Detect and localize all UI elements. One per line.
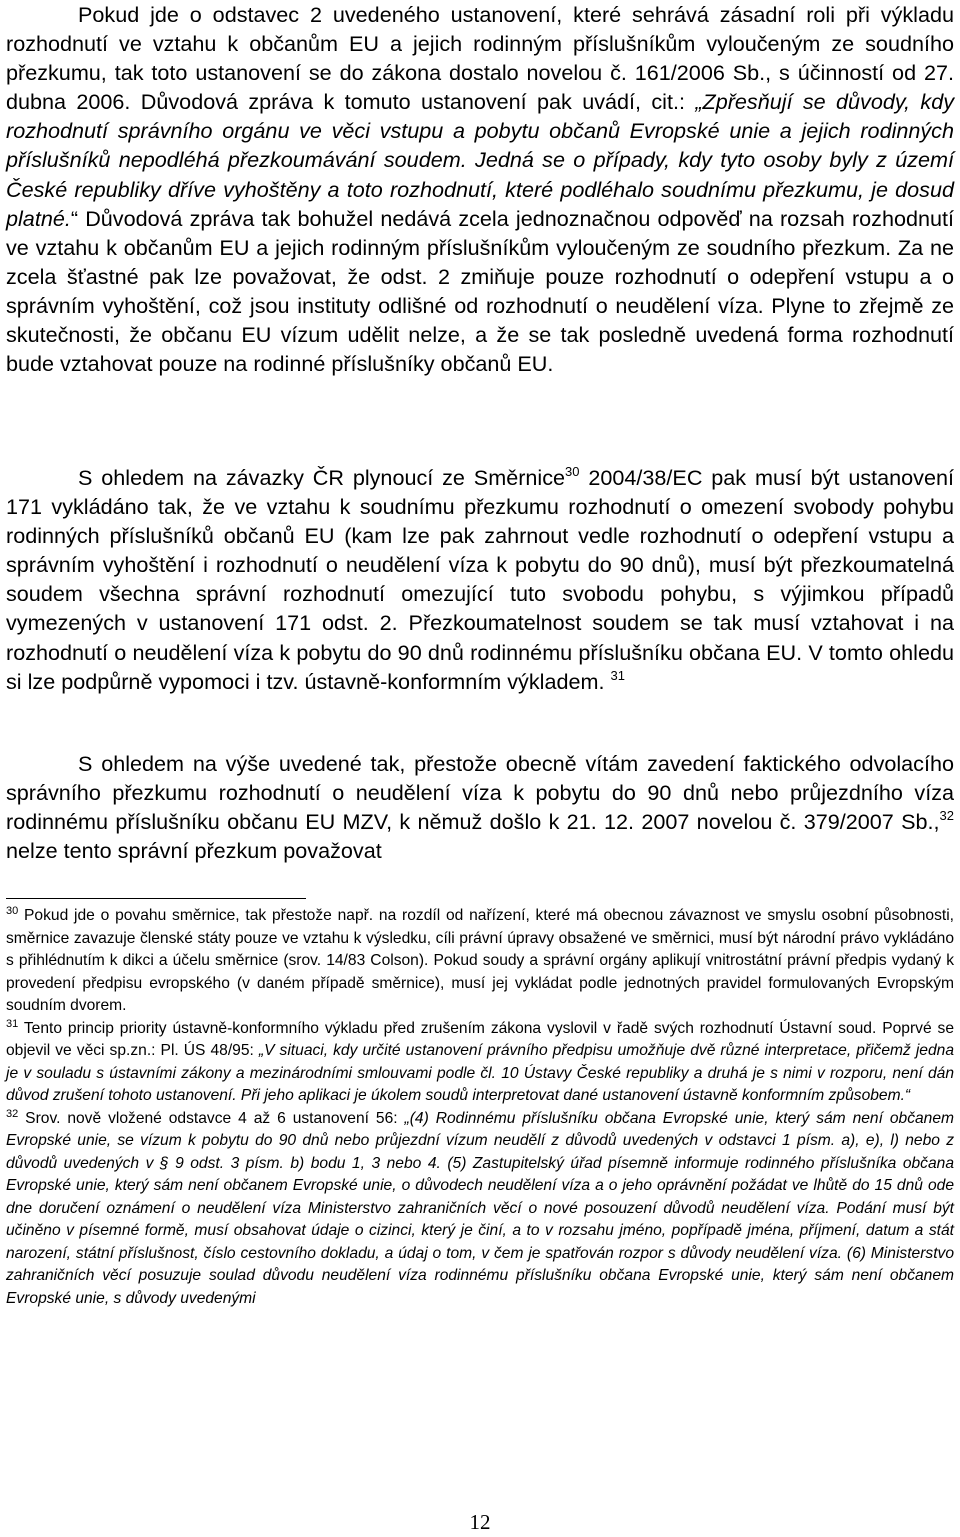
footnote-ref-32[interactable]: 32 — [939, 808, 954, 824]
footnote-32 — [6, 1108, 954, 1311]
paragraph-1 — [6, 0, 954, 378]
paragraph-2-text: S ohledem na závazky ČR plynoucí ze Směrnice — [78, 465, 566, 490]
paragraph-1-continuation: “ Důvodová zpráva tak bohužel nedává zcela jednoznačnou odpověď na rozsah rozhodnutí ve vztahu k občanům EU a jejich rodinným příslušníkům vyloučeným ze soudního přezkum. Za ne zcela šťastné pak lze považovat, že odst. 2 zmiňuje pouze rozhodnutí o odepření vstupu a o správním vyhoštění, což jsou instituty odlišné od rozhodnutí o neudělení víza. Plyne to zřejmě ze skutečnosti, že občanu EU vízum udělit nelze, a že se tak posledně uvedená forma rozhodnutí bude vztahovat pouze na rodinné příslušníky občanů EU. — [6, 205, 954, 377]
footnote-30 — [6, 905, 954, 1018]
footnote-30-number: 30 — [6, 905, 19, 917]
footnote-31 — [6, 1018, 954, 1108]
paragraph-3-text: S ohledem na výše uvedené tak, přestože obecně vítám zavedení faktického odvolacího správního přezkumu rozhodnutí o neudělení víza k pobytu do 90 dnů nebo průjezdního víza rodinnému příslušníku občanu EU MZV, k němuž došlo k 21. 12. 2007 novelou č. 379/2007 Sb., — [6, 751, 954, 835]
footnote-separator — [6, 898, 306, 899]
footnote-32-number: 32 — [6, 1107, 19, 1120]
paragraph-2-continuation: 2004/38/EC pak musí být ustanovení 171 vykládáno tak, že ve vztahu k soudnímu přezkumu rozhodnutí o omezení svobody pohybu rodinných příslušníků občanů EU (kam lze pak zahrnout vedle rozhodnutí o odepření vstupu a správním vyhoštění i rozhodnutí o neudělení víza k pobytu do 90 dnů), musí být přezkoumatelná soudem všechna správní rozhodnutí omezující tuto svobodu pohybu, s výjimkou případů vymezených v ustanovení 171 odst. 2. Přezkoumatelnost soudem se tak musí vztahovat i na rozhodnutí o neudělení víza k pobytu do 90 dnů rodinnému příslušníku občana EU. V tomto ohledu si lze podpůrně vypomoci i tzv. ústavně-konformním výkladem. — [6, 465, 954, 694]
paragraph-3 — [6, 749, 954, 865]
footnote-31-text: Tento princip priority ústavně-konformního výkladu před zrušením zákona vyslovil v řadě svých rozhodnutí Ústavní soud. Poprvé se objevil ve věci sp.zn.: Pl. ÚS 48/95: — [6, 1019, 954, 1059]
footnote-31-number: 31 — [6, 1017, 19, 1030]
footnote-32-text: Srov. nově vložené odstavce 4 až 6 ustanovení 56: — [18, 1109, 405, 1127]
paragraph-1-quote: „Zpřesňují se důvody, kdy rozhodnutí správního orgánu ve věci vstupu a pobytu občanů Evropské unie a jejich rodinných příslušníků nepodléhá přezkoumávání soudem. Jedná se o případy, kdy tyto osoby byly z území České republiky dříve vyhoštěny a toto rozhodnutí, které podléhalo soudnímu přezkumu, je dosud platné. — [6, 89, 954, 231]
footnote-30-text: Pokud jde o povahu směrnice, tak přestože např. na rozdíl od nařízení, které má obecnou závaznost ve smyslu osobní působnosti, směrnice zavazuje členské státy pouze ve vztahu k výsledku, cíli právní úpravy obsažené ve směrnici, musí být národní právo vykládáno s přihlédnutím k dikci a účelu směrnice (srov. 14/83 Colson). Pokud soudy a správní orgány aplikují vnitrostátní právní předpis vydaný k provedení předpisu evropského (v daném případě směrnice), musí jej vykládat podle jednotných pravidel formulovaných Evropským soudním dvorem. — [6, 907, 954, 1014]
footnote-31-quote: „V situaci, kdy určité ustanovení právního předpisu umožňuje dvě různé interpretace, přičemž jedna je v souladu s ústavními zákony a mezinárodními smlouvami podle čl. 10 Ústavy České republiky a druhá je s nimi v rozporu, není dán důvod zrušení tohoto ustanovení. Při jeho aplikaci je úkolem soudů interpretovat dané ustanovení ústavně konformním způsobem.“ — [6, 1042, 954, 1104]
footnotes-section — [6, 905, 954, 1310]
page-number: 12 — [469, 1510, 491, 1534]
paragraph-2 — [6, 463, 954, 696]
paragraph-1-text: Pokud jde o odstavec 2 uvedeného ustanovení, které sehrává zásadní roli při výkladu rozhodnutí ve vztahu k občanům EU a jejich rodinným příslušníkům vyloučeným ze soudního přezkumu, tak toto ustanovení se do zákona dostalo novelou č. 161/2006 Sb., s účinností od 27. dubna 2006. Důvodová zpráva k tomuto ustanovení pak uvádí, cit.: — [6, 2, 954, 115]
footnote-32-quote: „(4) Rodinnému příslušníku občana Evropské unie, který sám není občanem Evropské unie, se vízum k pobytu do 90 dnů nebo průjezdní vízum neudělí z důvodů uvedených v odstavci 1 písm. a), e), l) nebo z důvodů uvedených v § 9 odst. 3 písm. b) bodu 1, 3 nebo 4. (5) Zastupitelský úřad písemně informuje rodinného příslušníka občana Evropské unie, který sám není občanem Evropské unie, o důvodech neudělení víza a o jeho oprávnění požádat ve lhůtě do 15 dnů ode dne doručení oznámení o neudělení víza Ministerstvo zahraničních věcí o nové posouzení důvodů neudělení víza. Podání musí být učiněno v písemné formě, musí obsahovat údaje o cizinci, který je činí, a to v rozsahu jméno, popřípadě jména, příjmení, datum a stát narození, státní příslušnost, číslo cestovního dokladu, a údaj o tom, v čem je spatřován rozpor s důvody neudělení víza. (6) Ministerstvo zahraničních věcí posuzuje soulad důvodu neudělení víza rodinnému příslušníku občana Evropské unie, který sám není občanem Evropské unie, s důvody uvedenými — [6, 1109, 955, 1307]
footnote-ref-30[interactable]: 30 — [565, 464, 580, 479]
paragraph-3-continuation: nelze tento správní přezkum považovat — [6, 838, 382, 864]
footnote-ref-31[interactable]: 31 — [610, 667, 625, 683]
